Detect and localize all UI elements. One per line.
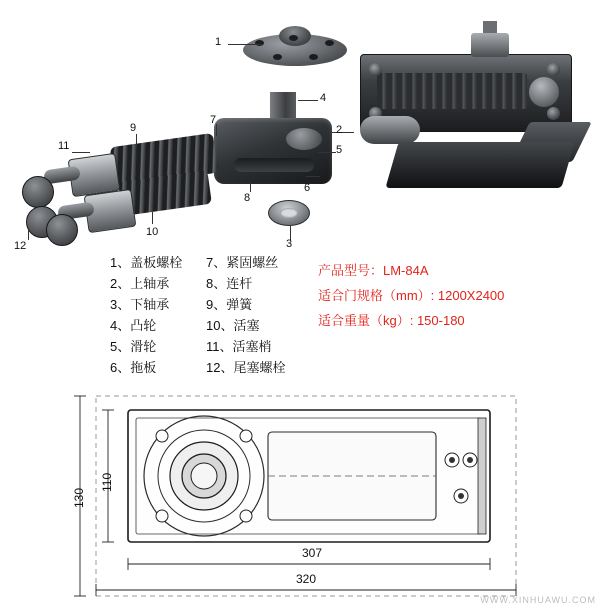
leader-line [216,124,217,136]
callout-4: 4 [320,92,327,104]
legend-item: 7、紧固螺丝 [206,255,279,270]
exploded-view-diagram [0,0,600,250]
callout-12: 12 [14,240,27,252]
flange-hole [273,54,282,60]
part-carriage-plate [214,118,332,184]
carriage-slot [234,158,314,172]
valve-center [458,493,464,499]
product-specifications [318,258,588,333]
callout-8: 8 [244,192,251,204]
carriage-pin [286,128,322,150]
legend-item: 6、拖板 [110,360,157,375]
part-lower-bearing [268,200,310,226]
callout-11: 11 [58,140,70,152]
legend-item: 1、盖板螺栓 [110,255,183,270]
callout-10: 10 [146,226,159,238]
legend-item: 12、尾塞螺栓 [206,360,286,375]
dimension-height-inner: 110 [100,472,114,492]
callout-9: 9 [130,122,137,134]
leader-line [306,176,320,177]
callout-2: 2 [336,124,343,136]
legend-item: 5、滑轮 [110,339,157,354]
mount-hole [156,430,168,442]
leader-line [318,152,336,153]
legend-item: 8、连杆 [206,276,253,291]
leader-line [298,100,318,101]
part-tail-bolt [46,214,78,246]
flange-hole [309,54,318,60]
callout-5: 5 [336,144,343,156]
legend-item: 2、上轴承 [110,276,170,291]
end-bracket [478,418,486,534]
legend-column-right [206,252,316,378]
spindle-center [191,463,217,489]
leader-line [136,134,137,146]
mount-hole [240,430,252,442]
unit-cylinder [360,116,420,144]
mount-hole [156,510,168,522]
part-tail-bolt [22,176,54,208]
dimension-width-inner: 307 [302,546,323,560]
mount-hole [240,510,252,522]
dimension-width-outer: 320 [296,572,317,586]
spec-model: 产品型号：LM-84A [318,263,429,278]
technical-drawing [0,388,600,607]
legend-column-left [110,252,206,378]
unit-cap [471,33,509,57]
cover-plate [385,142,574,188]
leader-line [28,228,29,240]
watermark-text: WWW.XINHUAWU.COM [480,595,596,605]
flange-hole [325,40,334,46]
legend-item: 3、下轴承 [110,297,170,312]
callout-6: 6 [304,182,311,194]
valve-center [467,457,473,463]
unit-mount-hole [547,63,560,76]
dimension-height-outer: 130 [72,487,86,508]
leader-line [250,182,251,192]
legend-item: 11、活塞梢 [206,339,272,354]
callout-3: 3 [286,238,293,250]
legend-item: 9、弹簧 [206,297,253,312]
flange-hole [255,40,264,46]
leader-line [152,212,153,224]
callout-1: 1 [215,36,222,48]
valve-center [449,457,455,463]
callout-7: 7 [210,114,217,126]
leader-line [72,152,90,153]
unit-spring-band [377,73,527,109]
spec-door-weight: 适合重量（kg）: 150-180 [318,313,465,328]
leader-line [228,44,262,45]
part-flange [243,26,347,66]
legend-item: 10、活塞 [206,318,260,333]
spec-door-size: 适合门规格（mm）: 1200X2400 [318,288,505,303]
legend-item: 4、凸轮 [110,318,157,333]
flange-hole [289,35,298,41]
parts-legend [110,252,320,378]
unit-mount-hole [369,63,382,76]
unit-mount-hole [547,107,560,120]
unit-end-plug [529,77,559,107]
